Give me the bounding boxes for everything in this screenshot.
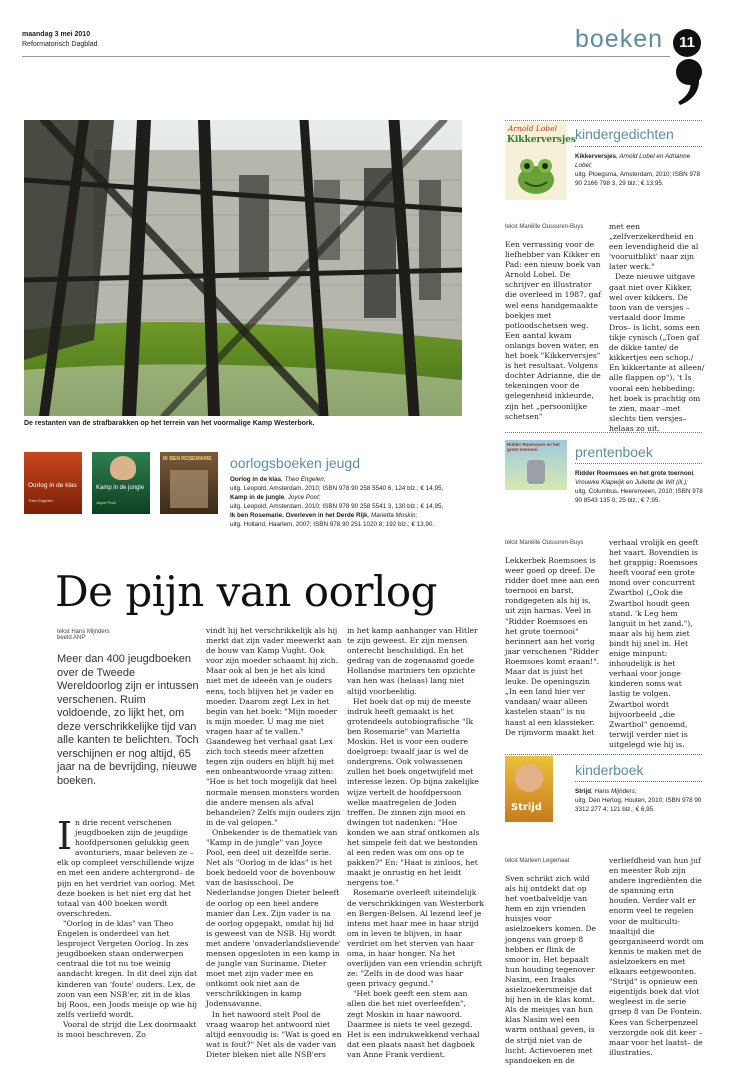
hero-caption: De restanten van de strafbarakken op het terrein van het voormalige Kamp Westerbork. — [24, 420, 315, 427]
paragraph: "Oorlog in de klas" van Theo Engelen is onderdeel van het lesproject Vergeten Oorlog. In zes jeugdboeken staan onderwerpen centraal die tot nu toe weinig aandacht kregen. In dit deel zijn dat kinderen van 'foute' ouders. Lex, de zoon van een NSB'er, zit in de klas bij Roos, een Joods meisje op wie hij zelfs verliefd wordt. — [57, 918, 198, 1019]
book-author: , Theo Engelen; — [281, 476, 326, 483]
cover-ridder-roemsoes — [505, 440, 567, 490]
book-publisher: uitg. Leopold, Amsterdam, 2010; ISBN 978 90 258 5540 6, 124 blz.; € 14,95, — [230, 485, 444, 492]
drop-cap: I — [57, 814, 73, 858]
article-column-3 — [347, 626, 484, 1060]
book-publisher: uitg. Columbus, Heerenveen, 2010; ISBN 978 90 8543 135 0; 25 blz.; € 7,95. — [575, 488, 703, 504]
cover-kamp-in-de-jungle — [92, 452, 150, 514]
book-name: Ridder Roemsoes en het grote toernooi — [575, 470, 694, 477]
paragraph: Rosemarie overleeft uiteindelijk de verschrikkingen van Westerbork en Bergen-Belsen. Al lezend leef je intens met haar mee in haar strijd om in leven te blijven, in haar verdriet om het sterven van haar oma, in haar honger. Na het overlijden van een vriendin schrijft ze: "Zelfs in de dood was haar geen privacy gegund." — [347, 888, 485, 989]
cover-portrait — [515, 764, 543, 792]
paragraph: Deze nieuwe uitgave gaat niet over Kikker, wel over kikkers. De toon van de versjes –vertaald door Imme Dros– is licht, soms een tikje cynisch („Toen gaf de dikke tante/ de kikkertjes een schop./ En kikkertante at alleen/ alle flappen op"). 't Is vooral een hebbeding: het boek is prachtig om te zien, maar –met slechts tien versjes– helaas zo uit. — [609, 272, 705, 433]
book-publisher: uitg. Holland, Haarlem, 2007; ISBN 978 90 251 1020 8; 192 blz.; € 13,90. — [230, 521, 435, 528]
paragraph: in het kamp aanhanger van Hitler te zijn geweest. Er zijn mensen onterecht beschuldigd. En het gedrag van de zogenaamd goede Hollandse mariniers ten opzichte van hen was (helaas) lang niet altijd voorbeeldig. — [347, 626, 478, 696]
paragraph: Het boek dat op mij de meeste indruk heeft gemaakt is het grotendeels autobiografische "Ik ben Rosemarie" van Marietta Moskin. Het is voor een oudere doelgroep: twaalf jaar is wel de ondergrens. Ook volwassenen zullen het boek ongetwijfeld met interesse lezen. Op bijna zakelijke wijze vertelt de hoofdpersoon welke maatregelen de Joden treffen. De zinnen zijn mooi en dwingen tot nadenken: "Hoe konden we aan straf ontkomen als het simpele feit dat we bestonden al een reden was om ons op te pakken?" En: "Haat is zinloos, het maakt je onrustig en het leidt nergens toe." — [347, 696, 480, 888]
paragraph: In het nawoord stelt Pool de vraag waarop het antwoord niet altijd eenvoudig is: "Wat is goed en wat is fout?" Net als de vader van Dieter bleken niet alle NSB'ers — [206, 1009, 342, 1059]
paragraph: Een verrassing voor de liefhebber van Kikker en Pad: een nieuw boek van Arnold Lobel. De schrijver en illustrator die overleed in 1987, gaf wel eens handgemaakte boekjes met potloodschetsen weg. Een aantal kwam onlangs boven water, en het boek "Kikkerversjes" is het resultaat. Volgens dochter Adrianne, die de tekeningen voor de gelegenheid inkleurde, zijn het „persoonlijke schetsen" — [505, 240, 601, 421]
kindergedichten-info — [575, 152, 703, 188]
prentenboek-column-1 — [505, 556, 601, 738]
byline-photo: beeld ANP — [57, 635, 86, 641]
kindergedichten-column-2 — [609, 222, 705, 434]
kinderboek-column-1 — [505, 874, 601, 1066]
war-books-title: oorlogsboeken jeugd — [230, 455, 360, 471]
book-authors: , Hans Mijnders; — [591, 788, 637, 795]
section-title: boeken — [575, 25, 664, 53]
cover-title: Kikkerversjes — [507, 135, 576, 145]
knight-illustration — [527, 460, 545, 484]
cover-strijd — [505, 756, 553, 822]
kinderboek-column-2 — [609, 856, 705, 1058]
byline-text: tekst Hans Mijnders — [57, 629, 110, 635]
kindergedichten-column-1 — [505, 240, 601, 422]
prentenboek-title: prentenboek — [575, 444, 653, 460]
paragraph: verhaal vrolijk en geeft het vaart. Bovendien is het grappig: Roemsoes heeft vooraf een grote mond over concurrent Zwartbol („Ook die Zwartbol houdt geen stand. 'k Leg hem languit in het zand."), maar als hij hem ziet bindt hij snel in. Het enige minpunt: inhoudelijk is het verhaal voor jonge kinderen soms wat lastig te volgen. Zwartbol wordt bijvoorbeeld „die Zwartbol" genoemd, terwijl verder niet is uitgelegd wie hij is. — [609, 538, 699, 749]
prentenboek-column-2 — [609, 538, 705, 750]
newspaper-name: Reformatorisch Dagblad — [22, 41, 98, 48]
cover-illustration — [170, 470, 208, 508]
issue-date: maandag 3 mei 2010 — [22, 31, 91, 38]
book-authors: , Vrouwke Klapwijk en Juliette de Wit (ill.); — [575, 470, 696, 486]
title-underline — [575, 463, 702, 464]
article-column-1 — [57, 814, 202, 1040]
book-author: , Joyce Pool; — [284, 494, 321, 501]
kinderboek-title: kinderboek — [575, 762, 644, 778]
title-underline — [575, 146, 702, 147]
cover-author: Arnold Lobel — [508, 124, 558, 133]
title-underline — [575, 781, 702, 782]
paragraph: verliefdheid van hun juf en meester Rob zijn andere ingrediënten die de spanning erin houden. Verder valt er enorm veel te regelen voor de multiculti-maaltijd die georganiseerd wordt om kennis te maken met de asielzoekers en met elkaars eetgewoonten. "Strijd" is opnieuw een eigentijds boek dat vlot wegleest in de serie groep 8 van De Fontein. Kees van Scherpenzeel verzorgde ook dit keer –maar voor het laatst– de illustraties. — [609, 856, 704, 1057]
cover-ik-ben-rosemarie — [160, 452, 218, 514]
prentenboek-byline: tekst Mariëlle Oussoren-Buys — [505, 540, 584, 546]
article-title: De pijn van oorlog — [55, 567, 438, 616]
book-publisher: uitg. Den Hertog, Houten, 2010; ISBN 978 90 3312 277 4; 121 blz.; € 6,95. — [575, 797, 702, 813]
article-byline — [57, 629, 110, 641]
section-divider — [505, 432, 702, 433]
kinderboek-byline: tekst Marleen Legemaat — [505, 858, 570, 864]
frog-icon — [513, 150, 559, 196]
cover-author: Joyce Pool — [96, 500, 116, 505]
cover-oorlog-in-de-klas — [24, 452, 82, 514]
cover-title: Oorlog in de klas — [28, 482, 77, 489]
paragraph: "Het boek geeft een stem aan allen die het niet overleefden", zegt Moskin in haar nawoord. Daarmee is niets te veel gezegd. Het is een indrukwekkend verhaal dat een plaats naast het dagboek van Anne Frank verdient. — [347, 989, 480, 1059]
cover-title: Strijd — [511, 802, 542, 813]
cover-author: Theo Engelen — [28, 498, 53, 503]
book-author: , Marietta Moskin; — [367, 512, 418, 519]
book-name: Strijd — [575, 788, 592, 795]
header-rule — [22, 56, 670, 57]
paragraph: Lekkerbek Roemsoes is weer goed op dreef. De ridder doet mee aan een toernooi en barst, rondgegeten als hij is, uit zijn harnas. Veel in "Ridder Roemsoes en het grote toernooi" herinnert aan het vorig jaar verschenen "Ridder Roemsoes komt eraan!". Maar dat is juist het leuke. De openingszin „In een land hier ver vandaan/ waar alleen kastelen staan" is nu haast al een klassieker. De rijmvorm maakt het — [505, 556, 600, 737]
kindergedichten-title: kindergedichten — [575, 126, 674, 142]
hero-photo — [24, 120, 462, 416]
book-publisher: uitg. Ploegsma, Amsterdam, 2010; ISBN 978 90 2166 798 3, 29 blz.; € 13,95. — [575, 171, 700, 187]
paragraph: n drie recent verschenen jeugdboeken zijn de jeugdige hoofdpersonen gelukkig geen avonturiers, maar beleven ze –elk op compleet verschillende wijze en met een andere achtergrond– de pijn en het verdriet van oorlog. Met deze boeken is het niet erg dat het totaal van 400 boeken wordt overschreden. — [57, 818, 195, 918]
book-publisher: uitg. Leopold, Amsterdam, 2010; ISBN 978 90 258 5541 3, 130 blz.; € 14,95, — [230, 503, 444, 510]
paragraph: Vooral de strijd die Lex doormaakt is mooi beschreven. Zo — [57, 1019, 197, 1039]
book-name: Oorlog in de klas — [230, 476, 282, 483]
cover-title: IK BEN ROSEMARIE — [163, 456, 212, 462]
article-column-2 — [206, 626, 342, 1060]
article-lead: Meer dan 400 jeugdboeken over de Tweede Wereldoorlog zijn er intussen verschenen. Ruim voldoende, zo lijkt het, om deze verschrikkelijke tijd van alle kanten te belichten. Toch verschijnen er nog altijd, 65 jaar na de bevrijding, nieuwe boeken. — [57, 653, 199, 787]
section-divider — [505, 754, 702, 755]
book-name: Kikkerversjes — [575, 153, 616, 160]
paragraph: met een „zelfverzekerdheid en een levendigheid die al 'vooruitblikt' naar zijn later werk." — [609, 222, 699, 272]
quote-mark-icon — [672, 58, 706, 106]
book-authors: , Arnold Lobel en Adrianne Lobel; — [575, 153, 691, 169]
paragraph: Sven schrikt zich wild als hij ontdekt dat op het voetbalveldje van hem en zijn vrienden huisjes voor asielzoekers komen. De jongens van groep 8 hebben er flink de smoor in. Het bepaalt hun houding tegenover Nasim, een Iraaks asielzoekersmeisje dat bij hen in de klas komt. Als de meisjes van hun klas Nasim wel een warm onthaal geven, is de strijd niet van de lucht. Actievoeren met spandoeken en de — [505, 874, 597, 1065]
book-name: Ik ben Rosemarie. Overleven in het Derde Rijk — [230, 512, 368, 519]
prentenboek-info — [575, 469, 703, 505]
cover-kikkerversjes — [505, 122, 576, 200]
cover-title: Kamp in de jungle — [96, 485, 145, 491]
war-books-info — [230, 475, 470, 529]
cover-portrait — [110, 456, 136, 480]
camp-fence-photo — [24, 120, 462, 416]
paragraph: Onbekender is de thematiek van "Kamp in de jungle" van Joyce Pool, een deel uit dezelfde serie. Net als "Oorlog in de klas" is het boek bedoeld voor de bovenbouw van de basisschool. De Nederlandse jongen Dieter beleeft de oorlog op een heel andere manier dan Lex. Zijn vader is na de oorlog opgepakt, omdat hij lid is geweest van de NSB. Hij wordt met andere 'onvaderlandslievende' mensen opgesloten in een kamp in de jungle van Suriname. Dieter moet met zijn vader mee en ontkomt ook niet aan de verschrikkingen in kamp Jodensavanne. — [206, 827, 341, 1009]
kinderboek-info — [575, 787, 703, 814]
section-divider — [505, 120, 702, 121]
paragraph: vindt hij het verschrikkelijk als hij merkt dat zijn vader meewerkt aan de bouw van Kamp Vught. Ook voor zijn moeder schaamt hij zich. Maar ook al ben je het als kind niet met de ideeën van je ouders eens, toch blijven het je vader en moeder. Daarom zegt Lex in het begin van het boek: "Mijn moeder is mijn moeder. U mag me niet vragen haar af te vallen." Gaandeweg het verhaal gaat Lex zich toch steeds meer afzetten tegen zijn ouders en blijft hij met een onbeantwoorde vraag zitten: "Hoe is het toch mogelijk dat heel normale mensen monsters worden die andere mensen als afval behandelen? Zelfs mijn ouders zijn in de val gelopen." — [206, 626, 342, 827]
book-name: Kamp in de jungle — [230, 494, 285, 501]
kindergedichten-byline: tekst Mariëlle Oussoren-Buys — [505, 224, 584, 230]
page-number-badge: 11 — [673, 29, 701, 57]
cover-title: Ridder Roemsoes en het grote toernooi — [507, 442, 560, 452]
